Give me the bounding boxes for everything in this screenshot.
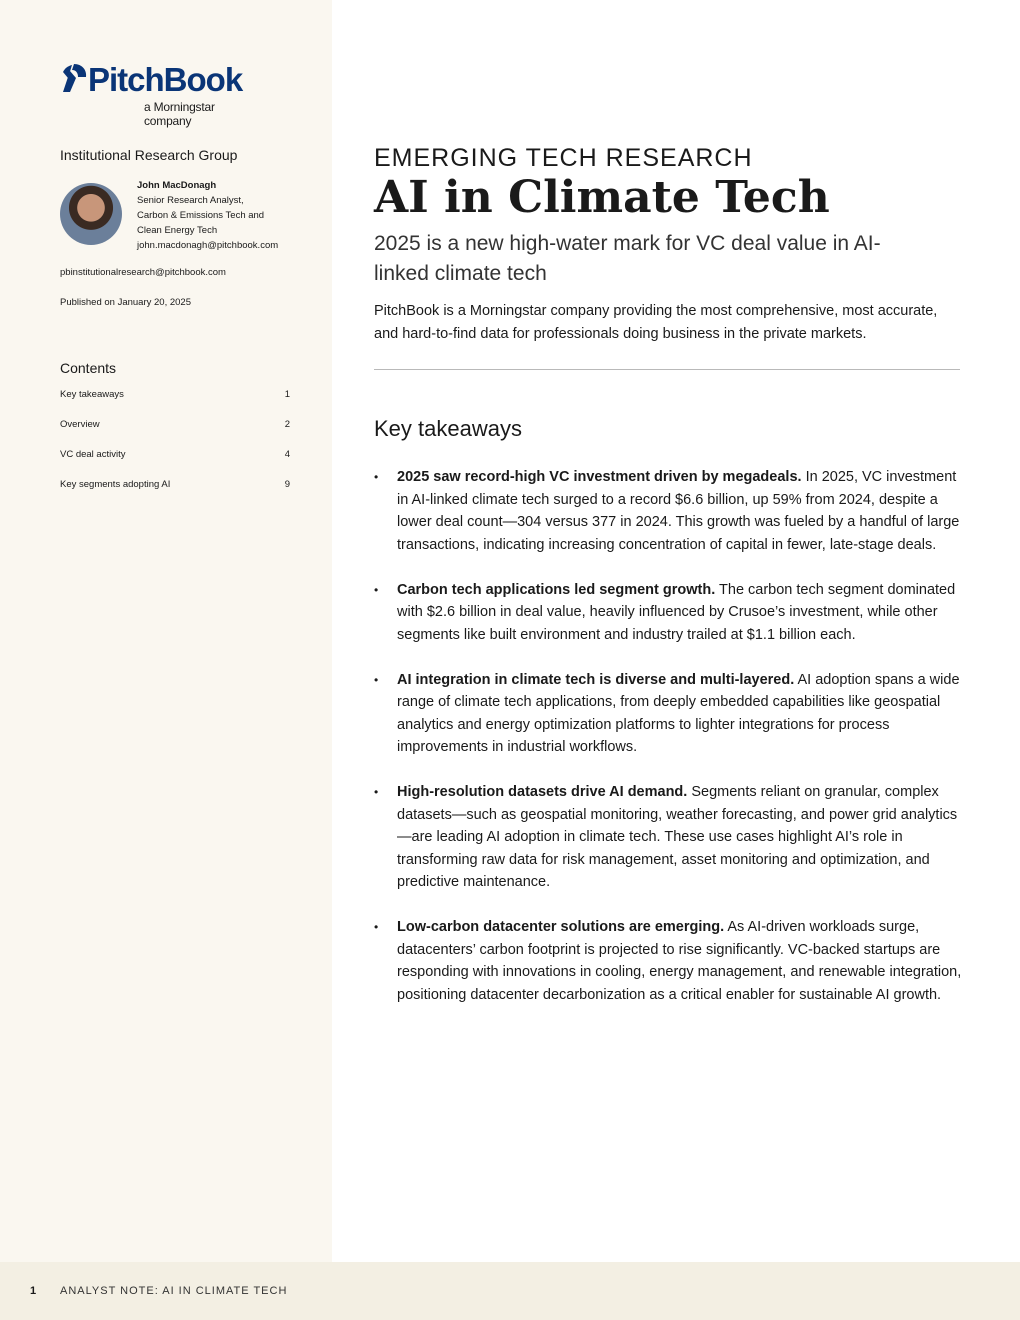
toc-item-label: Key takeaways <box>60 389 124 400</box>
logo-tagline: a Morningstar company <box>144 100 215 128</box>
toc-item[interactable] <box>60 387 292 417</box>
toc-item-label: Overview <box>60 419 100 430</box>
table-of-contents <box>60 387 292 507</box>
page-number: 1 <box>30 1285 37 1297</box>
author-block <box>137 178 278 253</box>
pitchbook-logo[interactable] <box>60 60 260 128</box>
list-item <box>374 781 964 894</box>
takeaway-lead: Carbon tech applications led segment growth. <box>397 581 716 598</box>
author-role-line: Senior Research Analyst, <box>137 195 244 206</box>
group-title: Institutional Research Group <box>60 147 238 163</box>
contents-title: Contents <box>60 360 117 376</box>
logo-wordmark: PitchBook <box>88 61 243 98</box>
toc-item-label: VC deal activity <box>60 449 126 460</box>
bullet-icon: • <box>374 672 379 687</box>
toc-item[interactable] <box>60 447 292 477</box>
author-role-line: Carbon & Emissions Tech and <box>137 210 265 221</box>
bullet-icon: • <box>374 582 379 597</box>
author-email[interactable]: john.macdonagh@pitchbook.com <box>137 240 279 251</box>
running-title: ANALYST NOTE: AI IN CLIMATE TECH <box>60 1285 288 1297</box>
takeaway-text: AI adoption spans a wide range of climate tech applications, from deeply embedded capabilities like geospatial analytics and energy optimization platforms to lighter integrations for process improvements in industrial workflows. <box>397 671 960 755</box>
bullet-icon: • <box>374 470 379 484</box>
list-item <box>374 669 964 759</box>
takeaway-text: As AI-driven workloads surge, datacenters’ carbon footprint is projected to rise significantly. VC-backed startups are responding with innovations in cooling, energy management, and renewable integration, positioning datacenter decarbonization as a critical enabler for sustainable AI growth. <box>397 919 962 1003</box>
report-title: AI in Climate Tech <box>374 172 830 223</box>
report-intro: PitchBook is a Morningstar company providing the most comprehensive, most accurate, and hard-to-find data for professionals doing business in the private markets. <box>374 303 938 342</box>
bullet-icon: • <box>374 785 379 799</box>
takeaway-lead: AI integration in climate tech is diverse and multi-layered. <box>397 671 795 688</box>
pitchbook-mark-icon <box>60 62 88 94</box>
published-date: Published on January 20, 2025 <box>60 297 191 308</box>
takeaway-text: In 2025, VC investment in AI-linked climate tech surged to a record $6.6 billion, up 59% from 2024, despite a lower deal count—304 versus 377 in 2024. This growth was fueled by a handful of large transactions, indicating increasing concentration of capital in fewer, late-stage deals. <box>397 469 960 553</box>
toc-item[interactable] <box>60 417 292 447</box>
report-kicker: EMERGING TECH RESEARCH <box>374 144 753 172</box>
takeaway-lead: 2025 saw record-high VC investment driven by megadeals. <box>397 469 802 485</box>
list-item <box>374 916 964 1006</box>
list-item <box>374 466 964 556</box>
author-avatar <box>60 183 122 245</box>
sidebar <box>0 0 332 1262</box>
toc-item-page: 9 <box>284 479 290 490</box>
section-title: Key takeaways <box>374 416 522 441</box>
bullet-icon: • <box>374 920 379 934</box>
toc-item[interactable] <box>60 477 292 507</box>
toc-item-label: Key segments adopting AI <box>60 479 171 490</box>
takeaway-text: The carbon tech segment dominated with $2.6 billion in deal value, heavily influenced by Crusoe’s investment, while other segments like built environment and industry trailed at $1.1 billion each. <box>397 581 956 643</box>
toc-item-page: 2 <box>284 419 290 430</box>
takeaway-lead: High-resolution datasets drive AI demand. <box>397 784 688 800</box>
author-name: John MacDonagh <box>137 180 217 191</box>
takeaway-lead: Low-carbon datacenter solutions are emerging. <box>397 919 725 935</box>
toc-item-page: 1 <box>284 389 290 400</box>
takeaway-text: Segments reliant on granular, complex datasets—such as geospatial monitoring, weather forecasting, and power grid analytics—are leading AI adoption in climate tech. These use cases highlight AI’s role in transforming raw data for risk management, asset monitoring and optimization, and predictive maintenance. <box>397 784 958 890</box>
group-email[interactable]: pbinstitutionalresearch@pitchbook.com <box>60 267 226 278</box>
author-role-line: Clean Energy Tech <box>137 225 218 236</box>
list-item <box>374 579 964 647</box>
toc-item-page: 4 <box>284 449 290 460</box>
takeaways-list <box>374 466 964 1029</box>
divider <box>374 369 960 370</box>
report-subtitle: 2025 is a new high-water mark for VC deal value in AI-linked climate tech <box>374 232 881 285</box>
